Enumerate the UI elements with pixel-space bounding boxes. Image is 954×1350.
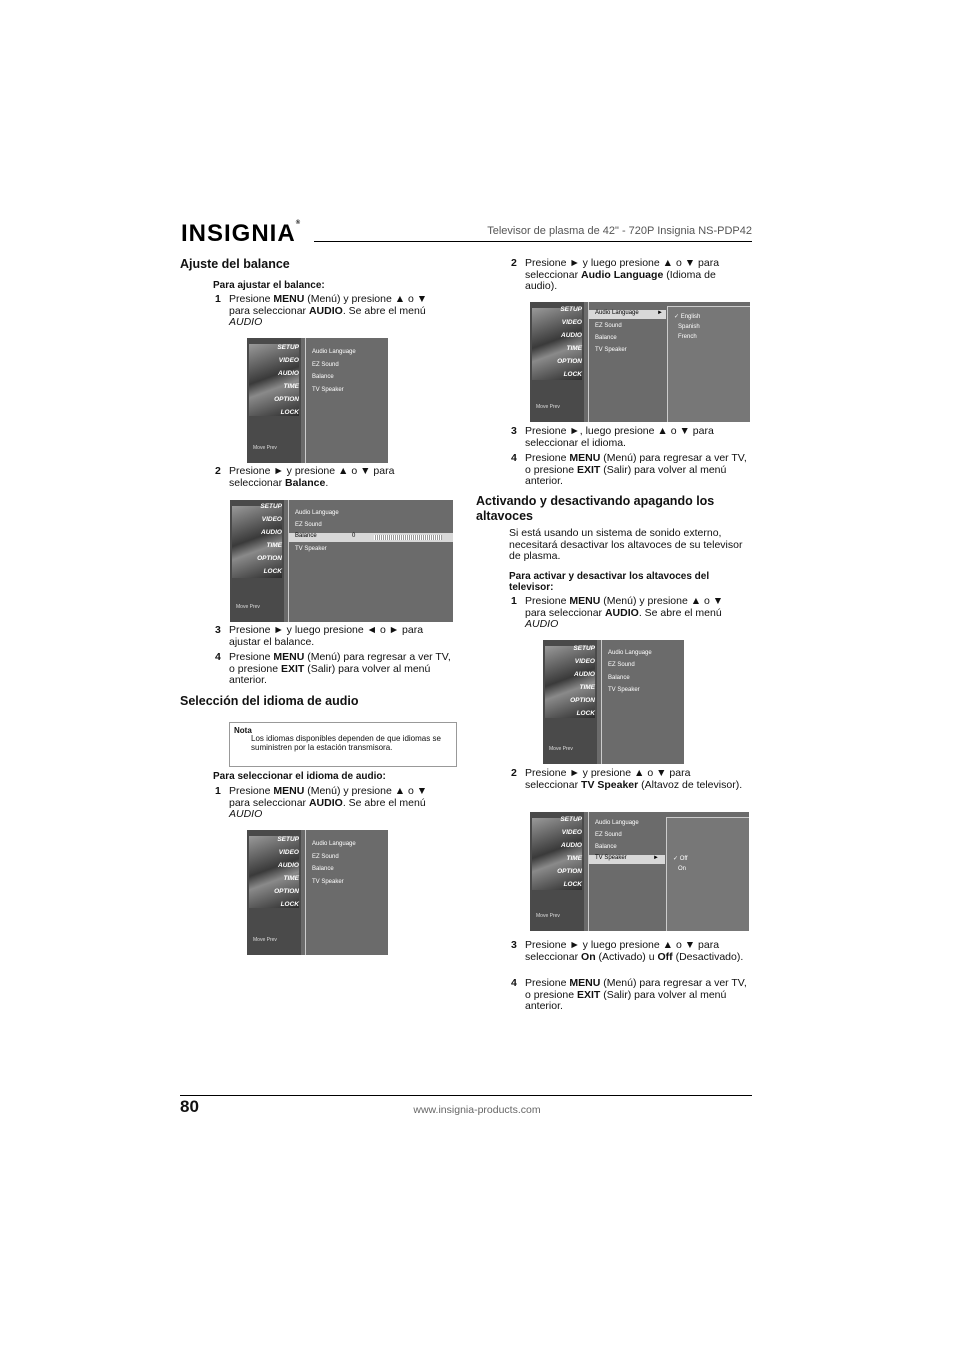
menu-item-balance: Balance bbox=[608, 675, 630, 681]
option-french: French bbox=[678, 334, 697, 340]
menu-list bbox=[588, 302, 666, 422]
menu-footer: Move Prev bbox=[536, 913, 560, 919]
section-title-audio-language: Selección del idioma de audio bbox=[180, 694, 359, 708]
menu-photo bbox=[249, 836, 299, 908]
tab-video: VIDEO bbox=[261, 516, 282, 523]
menu-item-ez-sound: EZ Sound bbox=[295, 522, 322, 528]
tab-lock: LOCK bbox=[576, 710, 595, 717]
menu-footer: Move Prev bbox=[236, 604, 260, 610]
tab-option: OPTION bbox=[557, 868, 582, 875]
tab-video: VIDEO bbox=[561, 829, 582, 836]
menu-item-audio-language: Audio Language bbox=[295, 510, 339, 516]
menu-item-audio-language-selected: Audio Language ► bbox=[589, 310, 666, 319]
step-3-audio-language: 3 Presione ►, luego presione ▲ o ▼ para seleccionar el idioma. bbox=[511, 425, 714, 449]
menu-item-audio-language: Audio Language bbox=[312, 349, 356, 355]
tab-time: TIME bbox=[283, 875, 299, 882]
menu-footer: Move Prev bbox=[536, 404, 560, 410]
option-english: ✓ English bbox=[674, 314, 701, 320]
tab-setup: SETUP bbox=[573, 645, 595, 652]
menu-photo bbox=[249, 344, 299, 416]
menu-item-audio-language: Audio Language bbox=[312, 841, 356, 847]
subheading-speakers: Para activar y desactivar los altavoces del televisor: bbox=[509, 571, 710, 593]
tab-time: TIME bbox=[566, 855, 582, 862]
menu-item-ez-sound: EZ Sound bbox=[608, 662, 635, 668]
tab-video: VIDEO bbox=[574, 658, 595, 665]
menu-sidebar bbox=[530, 812, 584, 931]
header-rule bbox=[314, 241, 752, 242]
menu-item-balance: Balance bbox=[595, 335, 617, 341]
menu-sidebar bbox=[530, 302, 584, 422]
menu-list bbox=[288, 500, 453, 622]
step-4-audio-language: 4 Presione MENU (Menú) para regresar a ver TV, o presione EXIT (Salir) para volver al menú anterior. bbox=[511, 452, 747, 487]
menu-sidebar bbox=[247, 830, 301, 955]
menu-list bbox=[588, 812, 665, 931]
menu-item-balance: Balance bbox=[312, 374, 334, 380]
tab-audio: AUDIO bbox=[278, 862, 299, 869]
tab-video: VIDEO bbox=[278, 849, 299, 856]
tab-option: OPTION bbox=[274, 888, 299, 895]
step-4-balance: 4 Presione MENU (Menú) para regresar a ver TV, o presione EXIT (Salir) para volver al menú anterior. bbox=[215, 651, 451, 686]
menu-item-tv-speaker: TV Speaker bbox=[295, 546, 327, 552]
tab-option: OPTION bbox=[274, 396, 299, 403]
menu-item-tv-speaker: TV Speaker bbox=[595, 347, 627, 353]
tv-menu-audio-language bbox=[530, 302, 750, 422]
menu-item-ez-sound: EZ Sound bbox=[312, 362, 339, 368]
menu-item-ez-sound: EZ Sound bbox=[595, 323, 622, 329]
step-3-speakers: 3 Presione ► y luego presione ▲ o ▼ para seleccionar On (Activado) u Off (Desactivado). bbox=[511, 939, 744, 963]
tab-option: OPTION bbox=[557, 358, 582, 365]
step-2-balance: 2 Presione ► y presione ▲ o ▼ para seleccionar Balance. bbox=[215, 465, 395, 489]
step-4-speakers: 4 Presione MENU (Menú) para regresar a ver TV, o presione EXIT (Salir) para volver al menú anterior. bbox=[511, 977, 747, 1012]
tab-audio: AUDIO bbox=[261, 529, 282, 536]
footer-rule bbox=[180, 1095, 752, 1096]
tab-setup: SETUP bbox=[277, 836, 299, 843]
tab-audio: AUDIO bbox=[561, 332, 582, 339]
tab-audio: AUDIO bbox=[278, 370, 299, 377]
language-submenu bbox=[667, 306, 750, 422]
tab-setup: SETUP bbox=[277, 344, 299, 351]
step-2-speakers: 2 Presione ► y presione ▲ o ▼ para seleccionar TV Speaker (Altavoz de televisor). bbox=[511, 767, 743, 791]
tv-menu-audio-3 bbox=[543, 640, 684, 764]
tv-menu-audio-2 bbox=[247, 830, 388, 955]
option-spanish: Spanish bbox=[678, 324, 700, 330]
tv-menu-audio-1 bbox=[247, 338, 388, 463]
tab-lock: LOCK bbox=[263, 568, 282, 575]
section-title-balance: Ajuste del balance bbox=[180, 257, 290, 271]
section-title-speakers: Activando y desactivando apagando los altavoces bbox=[476, 494, 715, 523]
tab-option: OPTION bbox=[257, 555, 282, 562]
speaker-submenu bbox=[666, 817, 749, 931]
tab-time: TIME bbox=[579, 684, 595, 691]
note-text: Los idiomas disponibles dependen de que idiomas se suministren por la estación transmisora. bbox=[251, 734, 441, 752]
tab-option: OPTION bbox=[570, 697, 595, 704]
tab-setup: SETUP bbox=[560, 306, 582, 313]
menu-item-tv-speaker: TV Speaker bbox=[608, 687, 640, 693]
tab-time: TIME bbox=[283, 383, 299, 390]
step-1-balance: 1 Presione MENU (Menú) y presione ▲ o ▼ para seleccionar AUDIO. Se abre el menú AUDIO bbox=[215, 293, 428, 328]
step-1-speakers: 1 Presione MENU (Menú) y presione ▲ o ▼ para seleccionar AUDIO. Se abre el menú AUDIO bbox=[511, 595, 724, 630]
note-title: Nota bbox=[234, 726, 252, 735]
tv-menu-balance bbox=[230, 500, 453, 622]
subheading-balance: Para ajustar el balance: bbox=[213, 280, 325, 291]
tab-time: TIME bbox=[566, 345, 582, 352]
tab-setup: SETUP bbox=[260, 503, 282, 510]
menu-item-ez-sound: EZ Sound bbox=[595, 832, 622, 838]
menu-item-tv-speaker-selected: TV Speaker ► bbox=[589, 855, 665, 864]
note-box bbox=[229, 722, 457, 767]
menu-footer: Move Prev bbox=[253, 445, 277, 451]
menu-sidebar bbox=[543, 640, 597, 764]
menu-item-tv-speaker: TV Speaker bbox=[312, 387, 344, 393]
menu-item-balance: Balance bbox=[312, 866, 334, 872]
option-off: ✓ Off bbox=[673, 856, 688, 862]
menu-list bbox=[305, 338, 388, 463]
tab-audio: AUDIO bbox=[561, 842, 582, 849]
tab-video: VIDEO bbox=[278, 357, 299, 364]
menu-sidebar bbox=[247, 338, 301, 463]
header-title: Televisor de plasma de 42" - 720P Insignia NS-PDP42 bbox=[487, 225, 752, 237]
menu-sidebar bbox=[230, 500, 284, 622]
insignia-logo: INSIGNIA® bbox=[181, 220, 302, 247]
tv-menu-tv-speaker bbox=[530, 812, 749, 931]
menu-list bbox=[601, 640, 684, 764]
menu-item-audio-language: Audio Language bbox=[595, 820, 639, 826]
subheading-audio-language: Para seleccionar el idioma de audio: bbox=[213, 771, 386, 782]
menu-item-balance: Balance bbox=[595, 844, 617, 850]
menu-list bbox=[305, 830, 388, 955]
tab-lock: LOCK bbox=[280, 409, 299, 416]
tab-lock: LOCK bbox=[563, 371, 582, 378]
page-number: 80 bbox=[180, 1097, 199, 1116]
tab-lock: LOCK bbox=[280, 901, 299, 908]
menu-item-audio-language: Audio Language bbox=[608, 650, 652, 656]
tab-video: VIDEO bbox=[561, 319, 582, 326]
option-on: On bbox=[678, 866, 687, 872]
menu-footer: Move Prev bbox=[253, 937, 277, 943]
menu-photo bbox=[545, 646, 595, 718]
menu-item-ez-sound: EZ Sound bbox=[312, 854, 339, 860]
step-2-audio-language: 2 Presione ► y luego presione ▲ o ▼ para seleccionar Audio Language (Idioma de audio). bbox=[511, 257, 720, 292]
menu-item-balance-selected: Balance 0 bbox=[289, 533, 453, 542]
step-3-balance: 3 Presione ► y luego presione ◄ o ► para ajustar el balance. bbox=[215, 624, 424, 648]
step-1-audio-language: 1 Presione MENU (Menú) y presione ▲ o ▼ para seleccionar AUDIO. Se abre el menú AUDIO bbox=[215, 785, 428, 820]
balance-slider bbox=[374, 535, 442, 540]
menu-footer: Move Prev bbox=[549, 746, 573, 752]
tab-audio: AUDIO bbox=[574, 671, 595, 678]
tab-lock: LOCK bbox=[563, 881, 582, 888]
menu-item-tv-speaker: TV Speaker bbox=[312, 879, 344, 885]
tab-time: TIME bbox=[266, 542, 282, 549]
footer-website: www.insignia-products.com bbox=[413, 1104, 541, 1116]
balance-value: 0 bbox=[352, 533, 356, 539]
tab-setup: SETUP bbox=[560, 816, 582, 823]
speakers-intro: Si está usando un sistema de sonido externo, necesitará desactivar los altavoces de su televisor de plasma. bbox=[509, 527, 743, 562]
